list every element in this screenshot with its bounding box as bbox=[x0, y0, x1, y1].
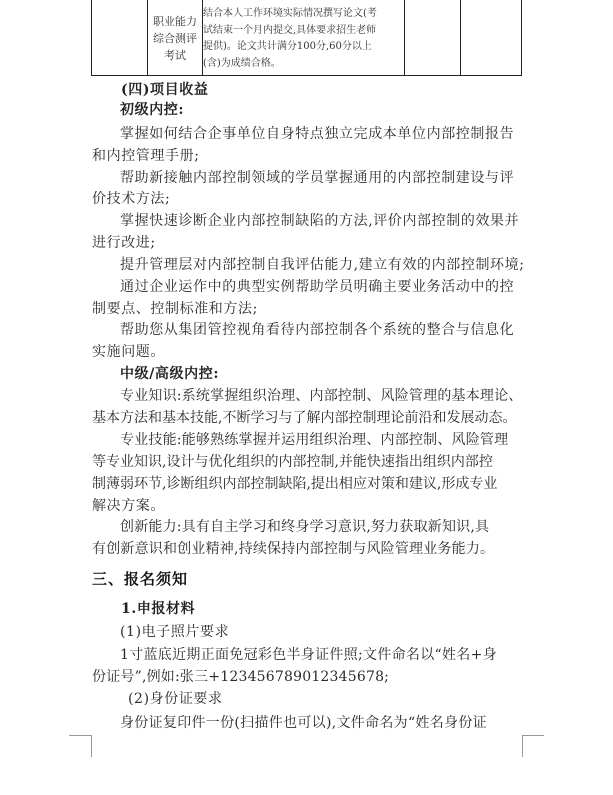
paragraph-line: 有创新意识和创业精神,持续保持内部控制与风险管理业务能力。 bbox=[92, 541, 495, 557]
cell-text: 提供)。论文共计满分100分,60分以上 bbox=[203, 41, 372, 52]
paragraph-line: 解决方案。 bbox=[92, 498, 165, 514]
cell-text: 职业能力 bbox=[153, 15, 197, 28]
section-3-title: 三、报名须知 bbox=[92, 570, 189, 588]
section-4-title: (四)项目收益 bbox=[121, 82, 209, 98]
paragraph-line: 1寸蓝底近期正面免冠彩色半身证件照;文件命名以“姓名+身 bbox=[120, 647, 497, 663]
cell-text: 考试 bbox=[164, 49, 186, 62]
paragraph-line: 专业知识:系统掌握组织治理、内部控制、风险管理的基本理论、 bbox=[120, 388, 523, 404]
subsection-title: 1.申报材料 bbox=[121, 601, 196, 617]
requirements-table-row bbox=[91, 0, 522, 76]
table-divider bbox=[460, 0, 461, 75]
paragraph-line: 帮助您从集团管控视角看待内部控制各个系统的整合与信息化 bbox=[120, 322, 515, 338]
paragraph-line: 帮助新接触内部控制领域的学员掌握通用的内部控制建设与评 bbox=[120, 170, 515, 186]
table-divider bbox=[404, 0, 405, 75]
crop-mark bbox=[522, 735, 544, 736]
basic-control-title: 初级内控: bbox=[120, 102, 185, 118]
paragraph-line: 专业技能:能够熟练掌握并运用组织治理、内部控制、风险管理 bbox=[120, 432, 509, 448]
cell-text: 结合本人工作环境实际情况撰写论文(考 bbox=[203, 8, 377, 19]
table-cell-exam-type bbox=[147, 13, 203, 64]
item-title: (2)身份证要求 bbox=[128, 691, 223, 707]
paragraph-line: 身份证复印件一份(扫描件也可以),文件命名为“姓名身份证 bbox=[120, 715, 487, 731]
cell-text: (含)为成绩合格。 bbox=[203, 57, 281, 69]
paragraph-line: 等专业知识,设计与优化组织的内部控制,并能快速指出组织内部控 bbox=[92, 454, 493, 470]
paragraph-line: 创新能力:具有自主学习和终身学习意识,努力获取新知识,具 bbox=[120, 519, 490, 535]
mid-control-title: 中级/高级内控: bbox=[120, 366, 220, 382]
crop-mark bbox=[91, 735, 92, 757]
paragraph-line: 掌握快速诊断企业内部控制缺陷的方法,评价内部控制的效果并 bbox=[120, 213, 520, 229]
paragraph-line: 和内控管理手册; bbox=[92, 148, 200, 164]
paragraph-line: 掌握如何结合企事单位自身特点独立完成本单位内部控制报告 bbox=[120, 126, 515, 142]
cell-text: 试结束一个月内提交,具体要求招生老师 bbox=[203, 24, 377, 36]
paragraph-line: 实施问题。 bbox=[92, 344, 165, 360]
paragraph-line: 基本方法和基本技能,不断学习与了解内部控制理论前沿和发展动态。 bbox=[92, 410, 517, 426]
paragraph-line: 通过企业运作中的典型实例帮助学员明确主要业务活动中的控 bbox=[120, 279, 515, 295]
table-cell-exam-desc bbox=[203, 6, 399, 72]
item-title: (1)电子照片要求 bbox=[120, 624, 230, 640]
paragraph-line: 提升管理层对内部控制自我评估能力,建立有效的内部控制环境; bbox=[120, 257, 525, 273]
paragraph-line: 份证号”,例如:张三+123456789012345678; bbox=[92, 669, 390, 685]
crop-mark bbox=[522, 735, 523, 757]
paragraph-line: 制要点、控制标准和方法; bbox=[92, 301, 258, 317]
crop-mark bbox=[69, 735, 91, 736]
paragraph-line: 进行改进; bbox=[92, 235, 156, 251]
cell-text: 综合测评 bbox=[153, 32, 197, 45]
paragraph-line: 制薄弱环节,诊断组织内部控制缺陷,提出相应对策和建议,形成专业 bbox=[92, 476, 498, 492]
paragraph-line: 价技术方法; bbox=[92, 191, 171, 207]
